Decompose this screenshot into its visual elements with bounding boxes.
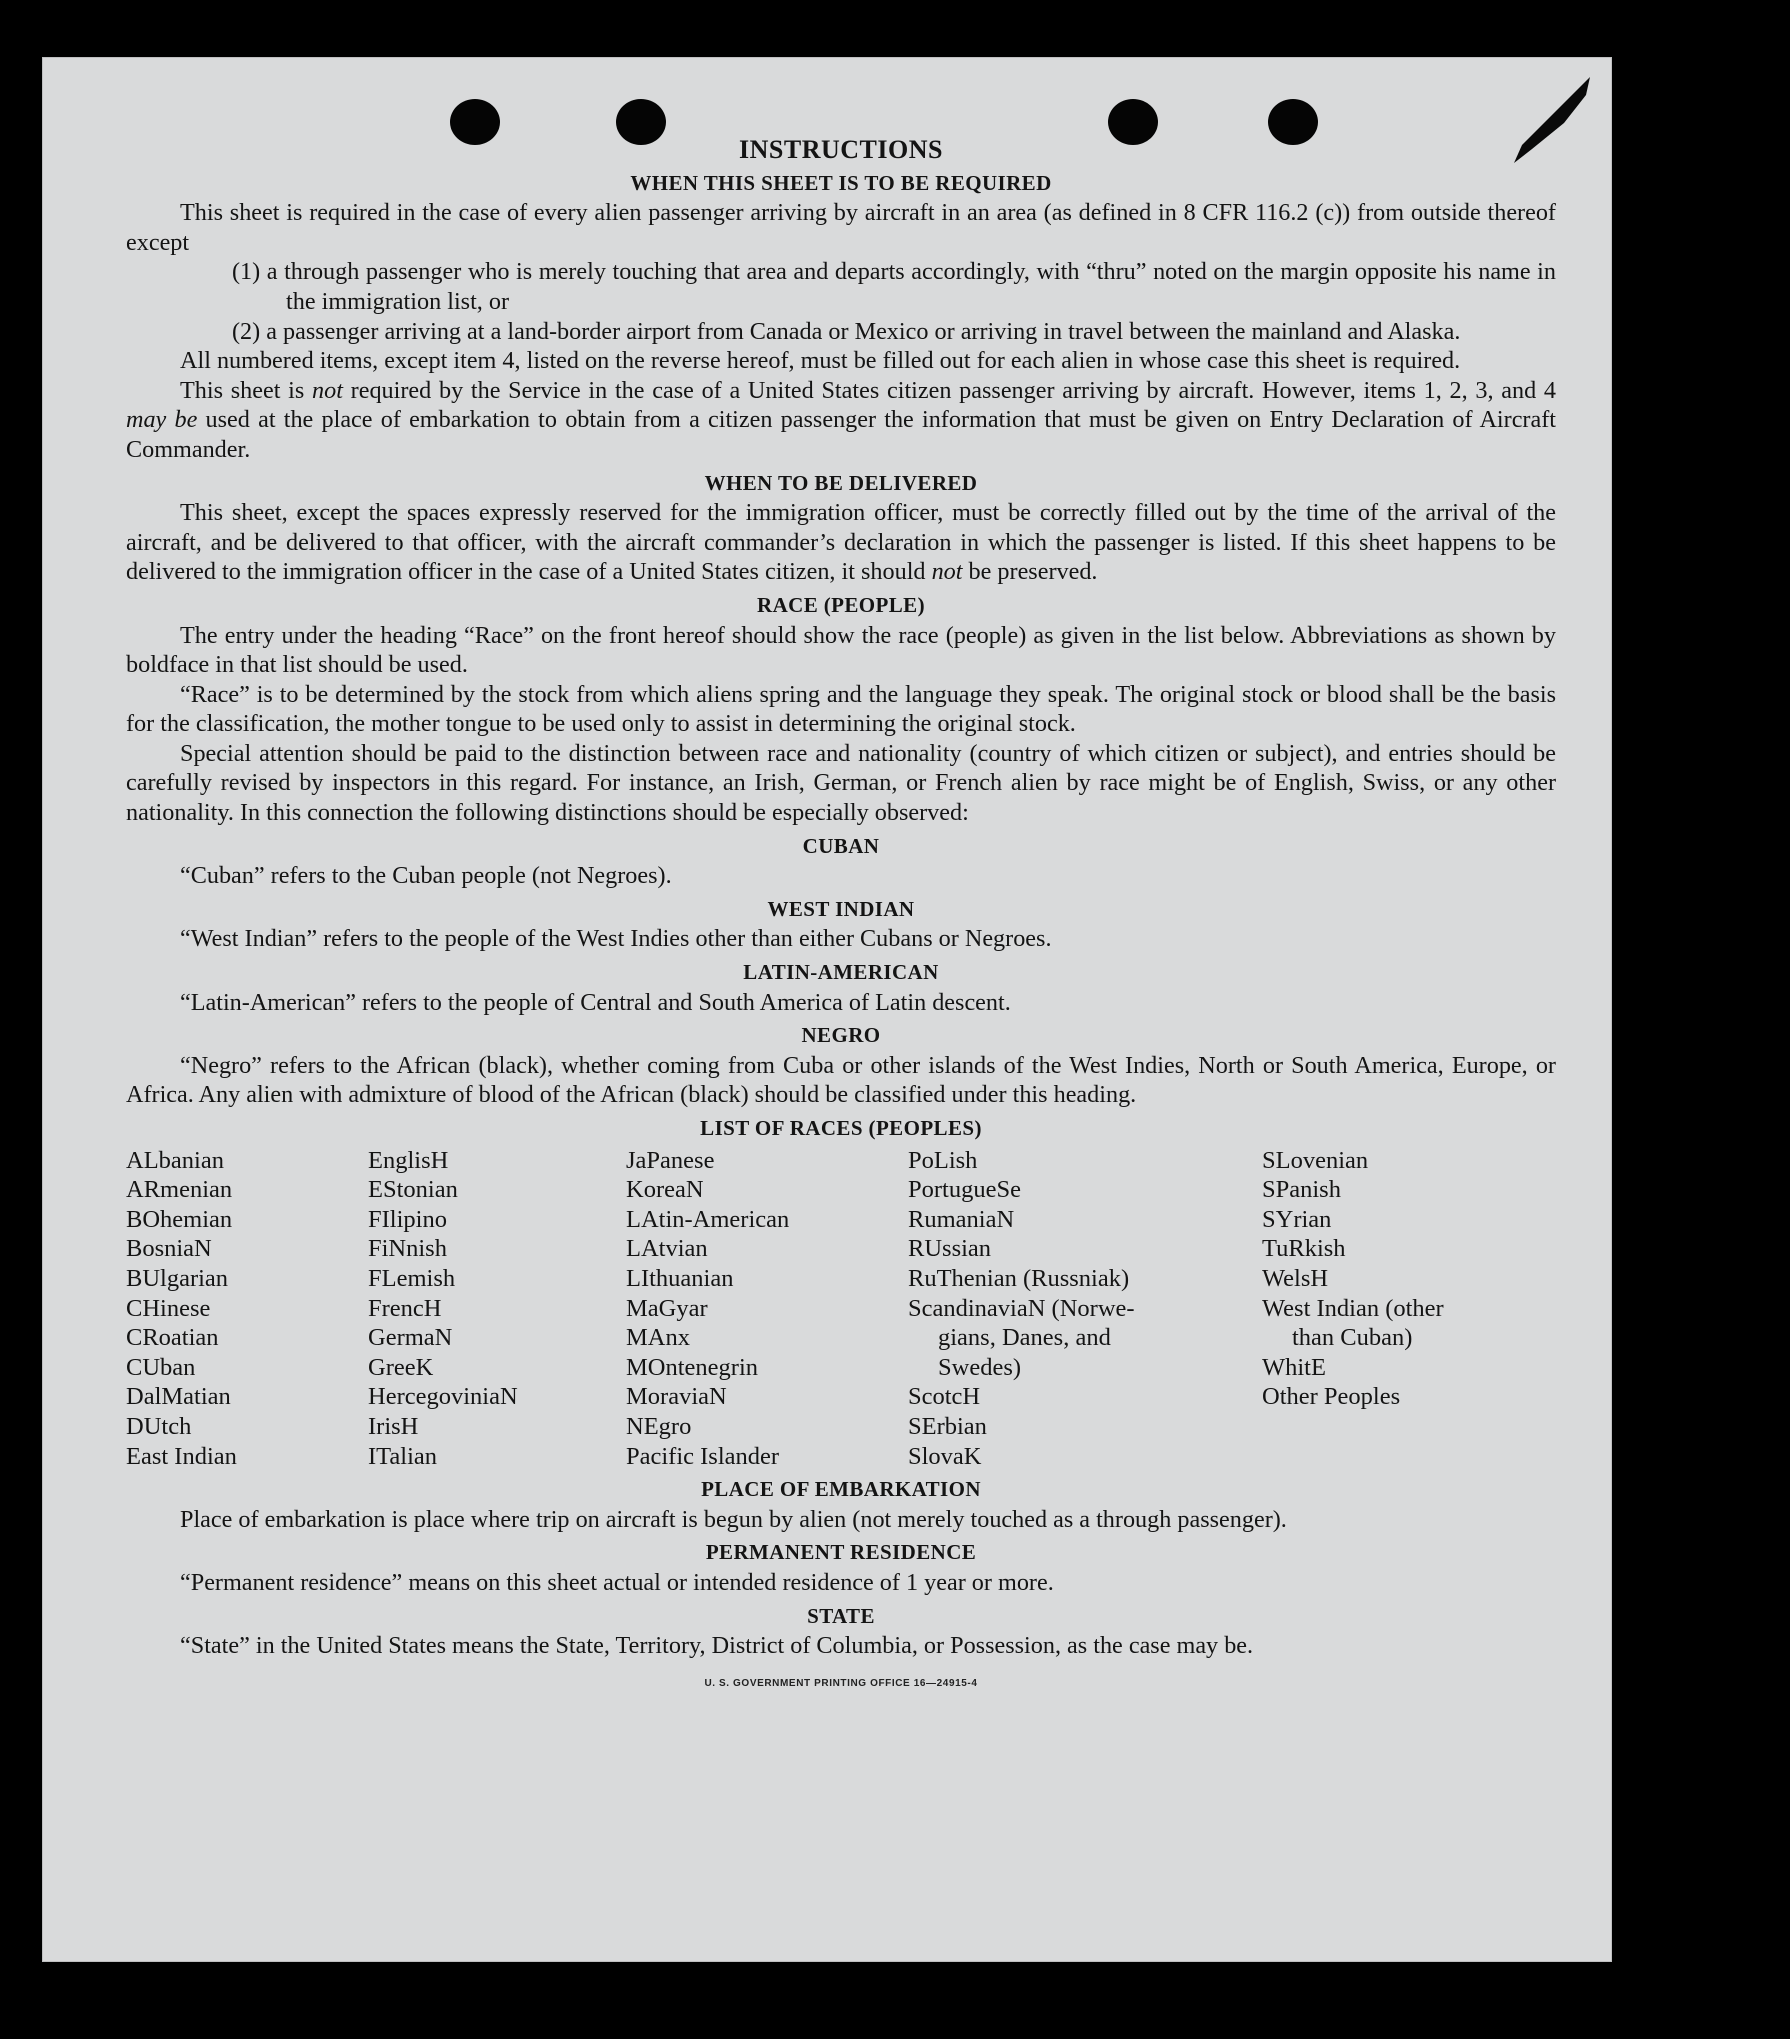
race-entry: SlovaK: [908, 1442, 982, 1470]
paragraph: Special attention should be paid to the distinction between race and nationality (country of which citizen or subject), and entries should be carefully revised by inspectors in this regard. For instance, an Irish, German, or French alien by race might be of English, Swiss, or any other nationality. In this connection the following distinctions should be especially observed:: [126, 739, 1556, 827]
race-entry: FIlipino: [368, 1205, 447, 1233]
instructions-text: [126, 135, 1556, 1698]
race-entry: ITalian: [368, 1442, 438, 1470]
races-column-4: [908, 1146, 1262, 1472]
race-entry: FrencH: [368, 1294, 442, 1322]
race-entry: LAtin-American: [626, 1205, 790, 1233]
paragraph: “Race” is to be determined by the stock from which aliens spring and the language they speak. The original stock or blood shall be the basis for the classification, the mother tongue to be used only to assist in determining the original stock.: [126, 680, 1556, 738]
list-item: (2) a passenger arriving at a land-border airport from Canada or Mexico or arriving in travel between the mainland and Alaska.: [232, 317, 1461, 345]
race-entry: CRoatian: [126, 1324, 219, 1352]
paragraph: “State” in the United States means the State, Territory, District of Columbia, or Possession, as the case may be.: [180, 1632, 1254, 1660]
heading-west-indian: WEST INDIAN: [767, 896, 915, 921]
race-entry: EStonian: [368, 1176, 458, 1204]
race-entry: DalMatian: [126, 1383, 231, 1411]
heading-embarkation: PLACE OF EMBARKATION: [701, 1477, 981, 1502]
race-entry: IrisH: [368, 1412, 419, 1440]
race-entry: KoreaN: [626, 1176, 704, 1204]
race-entry: than Cuban): [1292, 1324, 1413, 1352]
race-entry: MoraviaN: [626, 1383, 727, 1411]
race-entry: FiNnish: [368, 1235, 447, 1263]
races-column-2: [368, 1146, 626, 1472]
races-list: [126, 1146, 1556, 1472]
race-entry: ARmenian: [126, 1176, 233, 1204]
race-entry: MaGyar: [626, 1294, 708, 1322]
race-entry: ALbanian: [126, 1146, 224, 1174]
race-entry: East Indian: [126, 1442, 237, 1470]
race-entry: SErbian: [908, 1412, 987, 1440]
race-entry: ScandinaviaN (Norwe-: [908, 1294, 1135, 1322]
race-entry: WelsH: [1262, 1264, 1329, 1292]
race-entry: CUban: [126, 1353, 196, 1381]
race-entry: Other Peoples: [1262, 1383, 1401, 1411]
race-entry: MOntenegrin: [626, 1353, 758, 1381]
paragraph: This sheet, except the spaces expressly reserved for the immigration officer, must be correctly filled out by the time of the arrival of the aircraft, and be delivered to that officer, with the aircraft commander’s declaration in which the passenger is listed. If this sheet happens to be delivered to the immigration officer in the case of a United States citizen, it should not be preserved.: [126, 499, 1556, 586]
race-entry: Swedes): [938, 1353, 1022, 1381]
paragraph: This sheet is not required by the Service in the case of a United States citizen passenger arriving by aircraft. However, items 1, 2, 3, and 4 may be used at the place of embarkation to obtain from a citizen passenger the information that must be given on Entry Declaration of Aircraft Commander.: [126, 376, 1556, 463]
race-entry: GreeK: [368, 1353, 434, 1381]
paragraph: “Latin-American” refers to the people of Central and South America of Latin descent.: [180, 988, 1011, 1016]
paragraph: The entry under the heading “Race” on the front hereof should show the race (people) as given in the list below. Abbreviations as shown by boldface in that list should be used.: [126, 621, 1556, 679]
race-entry: FLemish: [368, 1264, 456, 1292]
heading-when-required: WHEN THIS SHEET IS TO BE REQUIRED: [630, 170, 1052, 195]
races-column-5: [1262, 1146, 1522, 1472]
races-column-3: [626, 1146, 908, 1472]
heading-cuban: CUBAN: [802, 833, 880, 858]
race-entry: MAnx: [626, 1324, 690, 1352]
document-page: [42, 57, 1612, 1962]
race-entry: JaPanese: [626, 1146, 715, 1174]
race-entry: ScotcH: [908, 1383, 981, 1411]
race-entry: LAtvian: [626, 1235, 708, 1263]
race-entry: West Indian (other: [1262, 1294, 1444, 1322]
race-entry: SLovenian: [1262, 1146, 1369, 1174]
paragraph: All numbered items, except item 4, listed on the reverse hereof, must be filled out for each alien in whose case this sheet is required.: [180, 347, 1461, 375]
race-entry: DUtch: [126, 1412, 192, 1440]
race-entry: gians, Danes, and: [938, 1324, 1111, 1352]
race-entry: BUlgarian: [126, 1264, 229, 1292]
race-entry: CHinese: [126, 1294, 211, 1322]
paragraph: Place of embarkation is place where trip on aircraft is begun by alien (not merely touched as a through passenger).: [180, 1505, 1287, 1533]
race-entry: Pacific Islander: [626, 1442, 780, 1470]
race-entry: PortugueSe: [908, 1176, 1021, 1204]
heading-state: STATE: [807, 1603, 875, 1628]
heading-race: RACE (PEOPLE): [757, 592, 925, 617]
race-entry: NEgro: [626, 1412, 692, 1440]
heading-latin-american: LATIN-AMERICAN: [743, 960, 939, 985]
race-entry: BOhemian: [126, 1205, 233, 1233]
heading-negro: NEGRO: [801, 1023, 881, 1048]
race-entry: RUssian: [908, 1235, 992, 1263]
race-entry: EnglisH: [368, 1146, 449, 1174]
paragraph: “West Indian” refers to the people of the West Indies other than either Cubans or Negroes.: [180, 925, 1052, 953]
list-item: (1) a through passenger who is merely touching that area and departs accordingly, with “thru” noted on the margin opposite his name in the immigration list, or: [232, 258, 1556, 315]
paragraph: “Permanent residence” means on this sheet actual or intended residence of 1 year or more.: [180, 1568, 1054, 1596]
race-entry: PoLish: [908, 1146, 978, 1174]
paragraph: “Negro” refers to the African (black), whether coming from Cuba or other islands of the West Indies, North or South America, Europe, or Africa. Any alien with admixture of blood of the African (black) should be classified under this heading.: [126, 1051, 1556, 1109]
race-entry: HercegoviniaN: [368, 1383, 518, 1411]
paragraph: “Cuban” refers to the Cuban people (not Negroes).: [180, 862, 672, 890]
race-entry: WhitE: [1262, 1353, 1326, 1381]
printer-imprint: U. S. GOVERNMENT PRINTING OFFICE 16—24915-4: [704, 1677, 978, 1689]
page-title: INSTRUCTIONS: [739, 135, 943, 164]
race-entry: LIthuanian: [626, 1264, 734, 1292]
races-column-1: [126, 1146, 368, 1472]
race-entry: SPanish: [1262, 1176, 1341, 1204]
race-entry: RumaniaN: [908, 1205, 1015, 1233]
race-entry: BosniaN: [126, 1235, 212, 1263]
heading-permanent-residence: PERMANENT RESIDENCE: [705, 1540, 977, 1565]
race-entry: RuThenian (Russniak): [908, 1264, 1130, 1292]
heading-list-of-races: LIST OF RACES (PEOPLES): [700, 1116, 982, 1140]
race-entry: SYrian: [1262, 1205, 1332, 1233]
paragraph: This sheet is required in the case of every alien passenger arriving by aircraft in an area (as defined in 8 CFR 116.2 (c)) from outside thereof except: [126, 199, 1556, 256]
heading-when-delivered: WHEN TO BE DELIVERED: [704, 470, 978, 495]
race-entry: GermaN: [368, 1324, 453, 1352]
race-entry: TuRkish: [1262, 1235, 1346, 1263]
